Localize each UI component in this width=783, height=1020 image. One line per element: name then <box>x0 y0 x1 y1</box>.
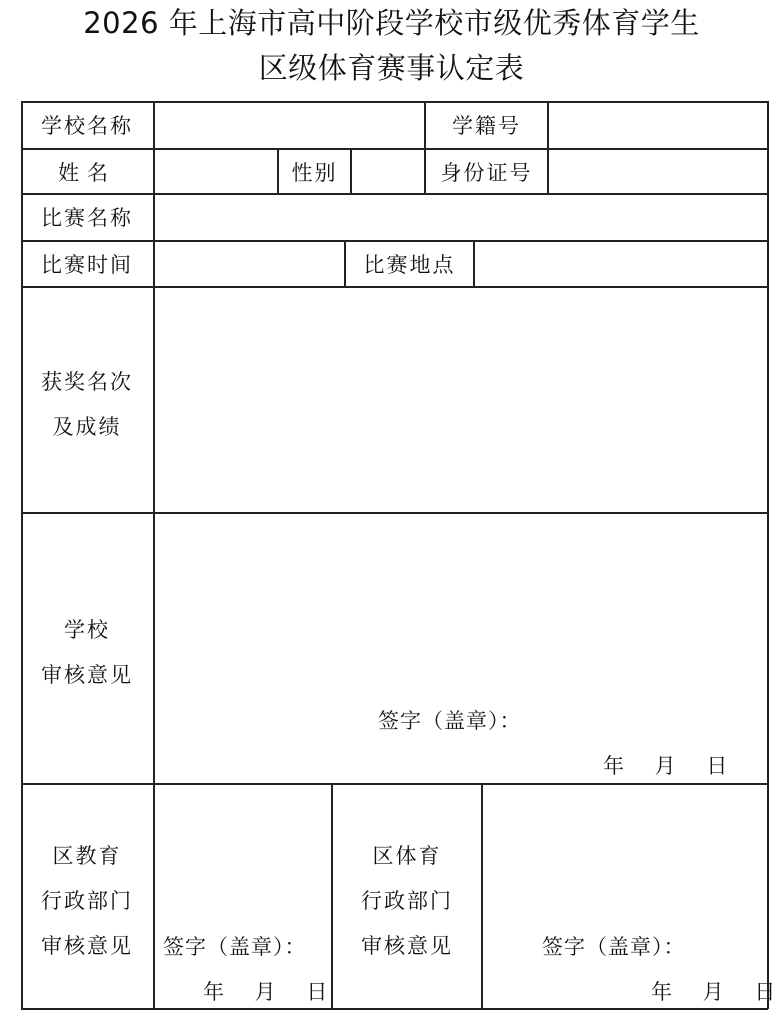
school-review-label-line2: 审核意见 <box>41 663 133 687</box>
student-id-label: 学籍号 <box>452 114 521 138</box>
form-title-line2: 区级体育赛事认定表 <box>258 51 525 85</box>
sport-review-label-line1: 区体育 <box>372 844 442 868</box>
competition-time-field[interactable] <box>155 242 343 286</box>
school-name-label: 学校名称 <box>41 114 133 138</box>
student-id-field[interactable] <box>549 103 766 147</box>
competition-place-label: 比赛地点 <box>363 253 456 277</box>
gender-label: 性别 <box>291 161 338 185</box>
sport-signature-label: 签字（盖章）： <box>542 935 686 959</box>
competition-name-field[interactable] <box>155 195 766 239</box>
competition-time-label: 比赛时间 <box>41 253 133 277</box>
sport-review-label-line2: 行政部门 <box>361 889 453 913</box>
award-result-field[interactable] <box>155 288 766 511</box>
award-label-line1: 获奖名次 <box>41 370 133 394</box>
school-date-label: 年 月 日 <box>603 754 729 778</box>
id-card-field[interactable] <box>549 150 766 193</box>
school-review-label-line1: 学校 <box>64 618 110 642</box>
sport-review-field[interactable] <box>483 785 766 1007</box>
school-review-field[interactable] <box>155 514 766 782</box>
id-card-label: 身份证号 <box>440 161 533 185</box>
school-name-field[interactable] <box>155 103 423 147</box>
name-label: 姓名 <box>58 161 116 185</box>
competition-name-label: 比赛名称 <box>41 206 133 230</box>
sport-review-label-line3: 审核意见 <box>361 934 453 958</box>
gender-field[interactable] <box>352 150 423 193</box>
table-border-bottom <box>21 1008 768 1010</box>
school-signature-label: 签字（盖章）： <box>378 709 522 733</box>
table-border-right <box>767 101 769 1009</box>
edu-date-label: 年 月 日 <box>203 980 329 1004</box>
name-field[interactable] <box>155 150 276 193</box>
edu-review-label-line2: 行政部门 <box>41 889 133 913</box>
competition-place-field[interactable] <box>475 242 766 286</box>
form-title-line1: 2026 年上海市高中阶段学校市级优秀体育学生 <box>83 6 700 40</box>
award-label-line2: 及成绩 <box>52 415 122 439</box>
edu-review-label-line3: 审核意见 <box>41 934 133 958</box>
sport-date-label: 年 月 日 <box>651 980 777 1004</box>
edu-signature-label: 签字（盖章）： <box>163 935 307 959</box>
edu-review-field[interactable] <box>155 785 330 1007</box>
edu-review-label-line1: 区教育 <box>52 844 122 868</box>
